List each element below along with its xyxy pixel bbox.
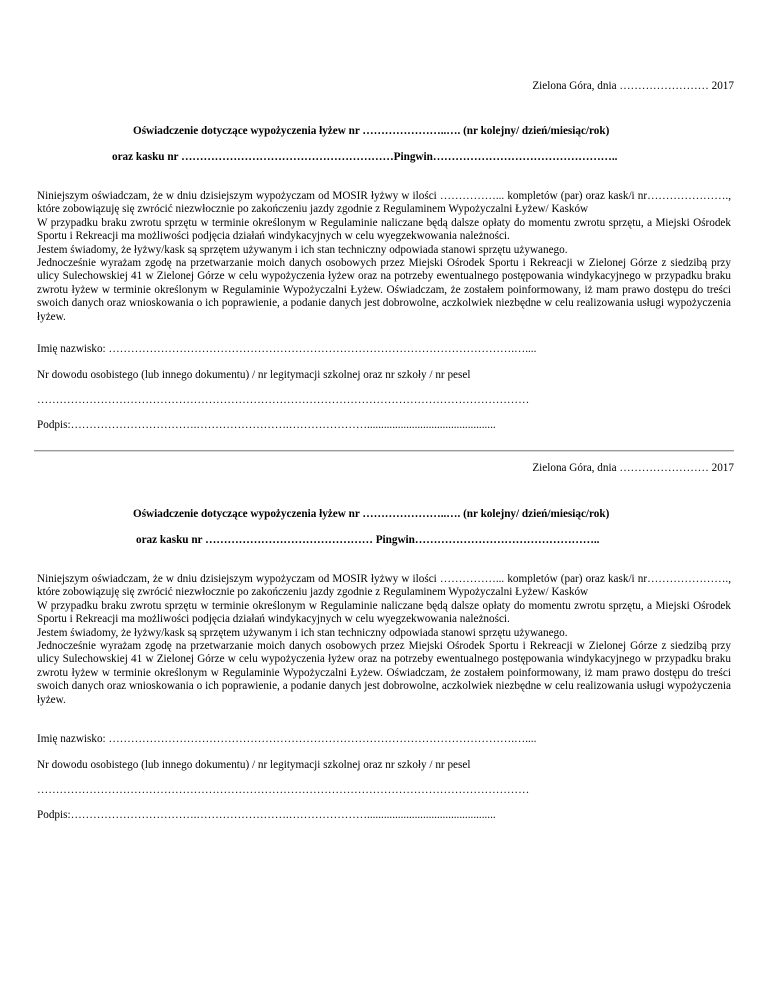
date-line: Zielona Góra, dnia …………………… 2017 — [532, 80, 734, 92]
equipment-condition-paragraph: Jestem świadomy, że łyżwy/kask są sprzętem używanym i ich stan techniczny odpowiada stanowi sprzętu używanego. — [37, 626, 568, 639]
declaration-paragraph: Niniejszym oświadczam, że w dniu dzisiejszym wypożyczam od MOSIR łyżwy w ilości ……………... kompletów (par) oraz kask/i nr…………………., które zobowiązuję się zwrócić niezwłocznie po zakończeniu jazdy zgodnie z Regulaminem Wypożyczalni Łyżew/ Kasków — [37, 573, 731, 599]
declaration-paragraph: Niniejszym oświadczam, że w dniu dzisiejszym wypożyczam od MOSIR łyżwy w ilości ……………... kompletów (par) oraz kask/i nr…………………., które zobowiązuję się zwrócić niezwłocznie po zakończeniu jazdy zgodnie z Regulaminem Wypożyczalni Łyżew/ Kasków — [37, 190, 731, 216]
id-document-field: …………………………………………………………………………………………………………………… — [37, 784, 530, 796]
id-document-label: Nr dowodu osobistego (lub innego dokumentu) / nr legitymacji szkolnej oraz nr szkoły / nr pesel — [37, 369, 471, 381]
form-heading-line-1: Oświadczenie dotyczące wypożyczenia łyżew nr …………………..…. (nr kolejny/ dzień/miesiąc/rok) — [133, 125, 610, 137]
id-document-label: Nr dowodu osobistego (lub innego dokumentu) / nr legitymacji szkolnej oraz nr szkoły / nr pesel — [37, 759, 471, 771]
penalty-paragraph: W przypadku braku zwrotu sprzętu w terminie określonym w Regulaminie naliczane będą dalsze opłaty do momentu zwrotu sprzętu, a Miejski Ośrodek Sportu i Rekreacji ma możliwości podjęcia działań windykacyjnych w celu wyegzekwowania należności. — [37, 216, 731, 243]
penalty-paragraph: W przypadku braku zwrotu sprzętu w terminie określonym w Regulaminie naliczane będą dalsze opłaty do momentu zwrotu sprzętu, a Miejski Ośrodek Sportu i Rekreacji ma możliwości podjęcia działań windykacyjnych w celu wyegzekwowania należności. — [37, 599, 731, 626]
declaration-body — [37, 573, 731, 707]
data-consent-paragraph: Jednocześnie wyrażam zgodę na przetwarzanie moich danych osobowych przez Miejski Ośrodek Sportu i Rekreacji w Zielonej Górze z siedzibą przy ulicy Sulechowskiej 41 w Zielonej Górze w celu wypożyczenia łyżew oraz na potrzeby ewentualnego postępowania windykacyjnego w przypadku braku zwrotu łyżew w terminie określonym w Regulaminie Wypożyczalni Łyżew. Oświadczam, że zostałem poinformowany, iż mam prawo dostępu do treści swoich danych oraz wnioskowania o ich poprawienie, a podanie danych jest dobrowolne, aczkolwiek niezbędne w celu realizowania usługi wypożyczenia łyżew. — [37, 257, 731, 323]
form-heading-line-2: oraz kasku nr …………………………………………………Pingwin………………………………………….. — [112, 151, 618, 163]
id-document-field: …………………………………………………………………………………………………………………… — [37, 394, 530, 406]
name-field: Imię nazwisko: ……………………………………………………………………………………………….….... — [37, 733, 537, 745]
signature-field: Podpis:…………………………….…………………….………………….............................................. — [37, 809, 496, 821]
date-line: Zielona Góra, dnia …………………… 2017 — [532, 462, 734, 474]
form-heading-line-1: Oświadczenie dotyczące wypożyczenia łyżew nr …………………..…. (nr kolejny/ dzień/miesiąc/rok) — [133, 508, 610, 520]
form-heading-line-2: oraz kasku nr ……………………………………… Pingwin………………………………………….. — [136, 534, 600, 546]
signature-field: Podpis:…………………………….…………………….………………….............................................. — [37, 419, 496, 431]
data-consent-paragraph: Jednocześnie wyrażam zgodę na przetwarzanie moich danych osobowych przez Miejski Ośrodek Sportu i Rekreacji w Zielonej Górze z siedzibą przy ulicy Sulechowskiej 41 w Zielonej Górze w celu wypożyczenia łyżew oraz na potrzeby ewentualnego postępowania windykacyjnego w przypadku braku zwrotu łyżew w terminie określonym w Regulaminie Wypożyczalni Łyżew. Oświadczam, że zostałem poinformowany, iż mam prawo dostępu do treści swoich danych oraz wnioskowania o ich poprawienie, a podanie danych jest dobrowolne, aczkolwiek niezbędne w celu realizowania usługi wypożyczenia łyżew. — [37, 640, 731, 706]
name-field: Imię nazwisko: ……………………………………………………………………………………………….….... — [37, 343, 537, 355]
equipment-condition-paragraph: Jestem świadomy, że łyżwy/kask są sprzętem używanym i ich stan techniczny odpowiada stanowi sprzętu używanego. — [37, 243, 568, 256]
